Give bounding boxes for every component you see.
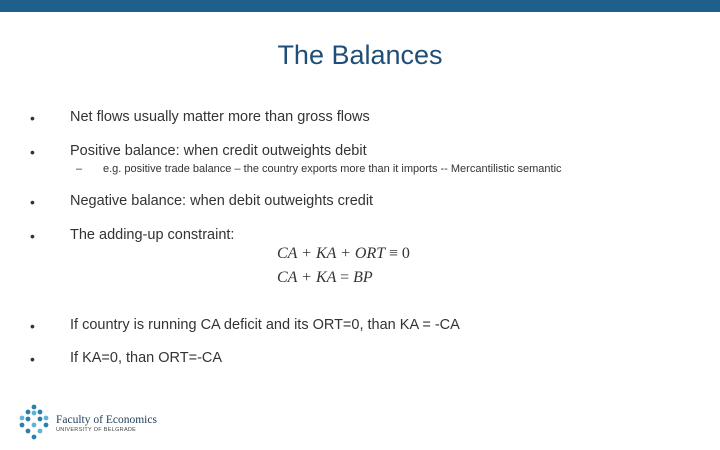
bullet-marker: • bbox=[30, 194, 35, 210]
equation-identity bbox=[277, 245, 410, 263]
equation-1-lhs: CA + KA + ORT bbox=[277, 245, 385, 262]
bullet-positive-balance: Positive balance: when credit outweights debit bbox=[70, 143, 367, 159]
equation-2-operator: = bbox=[340, 269, 350, 286]
equation-2-rhs: BP bbox=[353, 269, 373, 286]
sub-bullet-dash: – bbox=[76, 163, 83, 175]
equation-1-rhs: 0 bbox=[401, 245, 410, 262]
bullet-negative-balance: Negative balance: when debit outweights credit bbox=[70, 193, 374, 209]
sub-bullet-trade-balance: e.g. positive trade balance – the country exports more than it imports -- Mercantilistic semantic bbox=[103, 163, 562, 175]
equation-2-lhs: CA + KA bbox=[277, 269, 337, 286]
bullet-marker: • bbox=[30, 228, 35, 244]
bullet-ka-zero: If KA=0, than ORT=-CA bbox=[70, 350, 223, 366]
logo-faculty-name: Faculty of Economics bbox=[56, 414, 157, 426]
equation-bp bbox=[277, 269, 373, 287]
equation-1-operator: ≡ bbox=[388, 245, 398, 262]
bullet-marker: • bbox=[30, 318, 35, 334]
bullet-marker: • bbox=[30, 110, 35, 126]
top-accent-bar bbox=[0, 0, 720, 12]
bullet-marker: • bbox=[30, 144, 35, 160]
bullet-marker: • bbox=[30, 351, 35, 367]
bullet-adding-up: The adding-up constraint: bbox=[70, 227, 235, 243]
logo-university-name: UNIVERSITY OF BELGRADE bbox=[56, 427, 137, 433]
slide-title: The Balances bbox=[277, 40, 443, 70]
bullet-ca-deficit: If country is running CA deficit and its ORT=0, than KA = -CA bbox=[70, 317, 460, 333]
bullet-net-flows: Net flows usually matter more than gross flows bbox=[70, 109, 370, 125]
